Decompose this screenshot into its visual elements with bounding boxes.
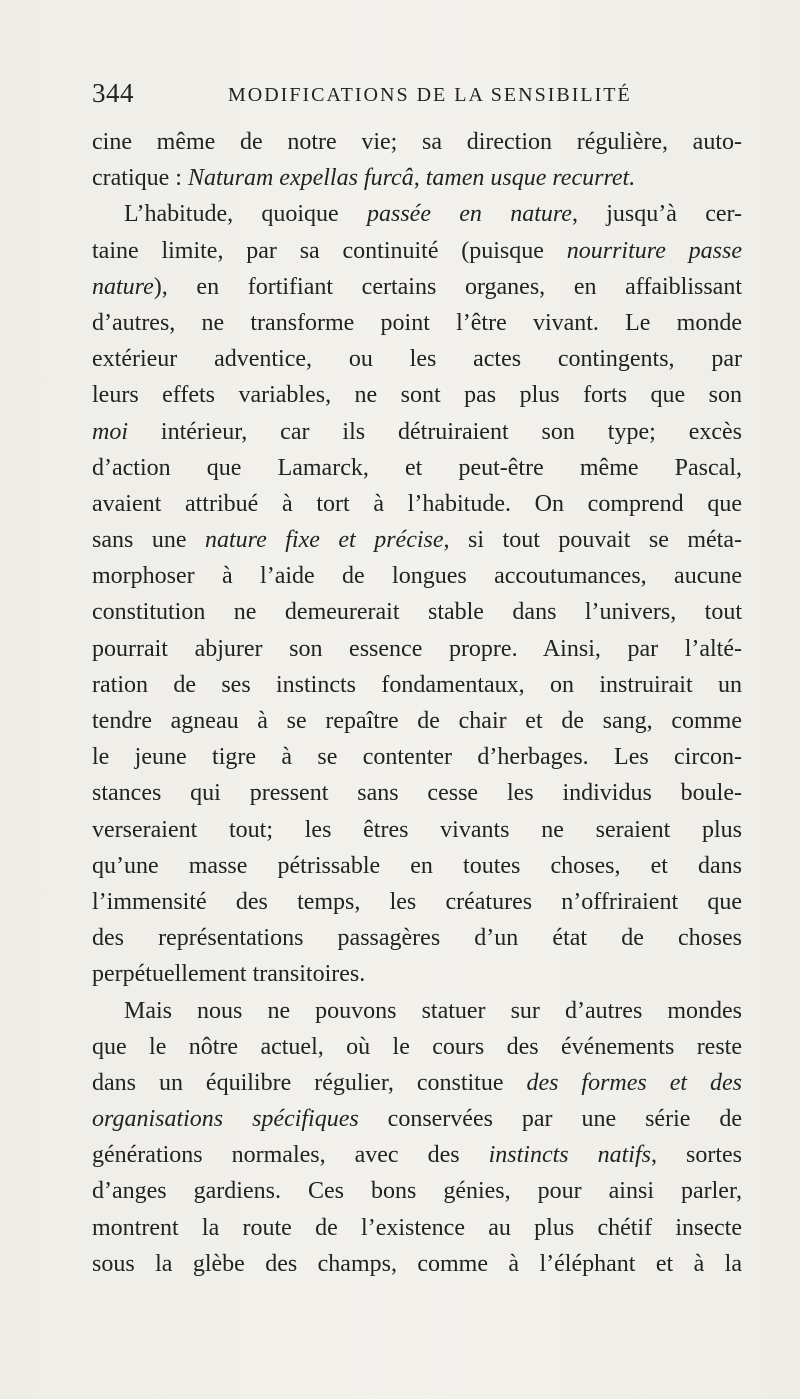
- text-line: [92, 341, 742, 377]
- text-line: [92, 414, 742, 450]
- text-line: [92, 1246, 742, 1282]
- body-text: [92, 124, 742, 1282]
- text-run: perpétuellement transitoires.: [92, 961, 366, 988]
- text-run: extérieur adventice, ou les actes contingents, par: [92, 346, 742, 373]
- text-run: Mais nous ne pouvons statuer sur d’autres mondes: [124, 997, 742, 1024]
- text-line: [92, 486, 742, 522]
- italic-text: des formes et des: [526, 1069, 742, 1096]
- italic-text: passée en nature: [366, 201, 572, 228]
- text-line: [92, 1101, 742, 1137]
- text-run: qu’une masse pétrissable en toutes choses, et dans: [92, 852, 742, 879]
- text-line: [92, 920, 742, 956]
- text-run: leurs effets variables, ne sont pas plus forts que son: [92, 382, 742, 409]
- text-line: [92, 269, 742, 305]
- text-run: générations normales, avec des: [92, 1142, 489, 1169]
- italic-text: instincts natifs: [488, 1142, 651, 1169]
- text-line: [92, 884, 742, 920]
- text-run: cratique :: [92, 165, 188, 192]
- text-line: [92, 522, 742, 558]
- text-run: , jusqu’à cer-: [571, 201, 742, 228]
- text-run: cine même de notre vie; sa direction régulière, auto-: [92, 129, 742, 155]
- text-line: [92, 377, 742, 413]
- text-run: dans un équilibre régulier, constitue: [92, 1069, 527, 1096]
- text-run: , sortes: [650, 1142, 742, 1169]
- text-line: [92, 124, 742, 160]
- text-line: [92, 703, 742, 739]
- text-line: [92, 305, 742, 341]
- text-run: des représentations passagères d’un état de choses: [92, 925, 742, 952]
- text-line: [92, 667, 742, 703]
- text-run: le jeune tigre à se contenter d’herbages. Les circon-: [92, 744, 742, 771]
- text-line: [92, 1210, 742, 1246]
- text-run: verseraient tout; les êtres vivants ne seraient plus: [92, 816, 742, 843]
- text-line: [92, 1029, 742, 1065]
- text-line: [92, 631, 742, 667]
- text-run: l’immensité des temps, les créatures n’offriraient que: [92, 888, 742, 915]
- text-run: , si tout pouvait se méta-: [443, 527, 742, 554]
- text-line: [92, 1065, 742, 1101]
- italic-text: nature: [92, 273, 154, 300]
- text-line: [92, 1137, 742, 1173]
- text-run: sous la glèbe des champs, comme à l’éléphant et à la: [92, 1250, 742, 1277]
- page-number: 344: [92, 78, 134, 108]
- italic-text: organisations spécifiques: [92, 1106, 359, 1133]
- text-run: intérieur, car ils détruiraient son type; excès: [128, 418, 742, 445]
- italic-text: nature fixe et précise: [204, 527, 444, 554]
- text-run: tendre agneau à se repaître de chair et de sang, comme: [92, 708, 742, 734]
- text-run: montrent la route de l’existence au plus chétif insecte: [92, 1214, 742, 1241]
- text-line: [92, 739, 742, 775]
- text-line: [92, 450, 742, 486]
- text-line: [92, 233, 742, 269]
- text-run: ), en fortifiant certains organes, en affaiblissant: [153, 273, 742, 300]
- text-run: d’autres, ne transforme point l’être vivant. Le monde: [92, 309, 742, 336]
- text-run: sans une: [92, 527, 205, 554]
- text-line: [92, 812, 742, 848]
- text-run: conservées par une série de: [358, 1106, 742, 1133]
- text-line: [92, 775, 742, 811]
- text-line: [92, 558, 742, 594]
- text-run: d’anges gardiens. Ces bons génies, pour ainsi parler,: [92, 1178, 742, 1205]
- running-title: MODIFICATIONS DE LA SENSIBILITÉ: [228, 84, 632, 106]
- text-run: que le nôtre actuel, où le cours des événements reste: [92, 1033, 742, 1060]
- text-line: [92, 1173, 742, 1209]
- text-line: [92, 848, 742, 884]
- text-run: stances qui pressent sans cesse les individus boule-: [92, 780, 742, 807]
- text-run: morphoser à l’aide de longues accoutumances, aucune: [92, 563, 742, 590]
- text-run: ration de ses instincts fondamentaux, on instruirait un: [92, 671, 742, 698]
- italic-text: Naturam expellas furcâ, tamen usque recurret.: [187, 165, 636, 192]
- running-head: [0, 78, 800, 118]
- text-run: pourrait abjurer son essence propre. Ainsi, par l’alté-: [92, 635, 742, 662]
- text-run: avaient attribué à tort à l’habitude. On comprend que: [92, 490, 742, 517]
- text-run: L’habitude, quoique: [124, 201, 367, 228]
- text-run: d’action que Lamarck, et peut-être même Pascal,: [92, 454, 742, 481]
- text-line: [92, 160, 742, 196]
- text-line: [92, 594, 742, 630]
- text-line: [92, 956, 742, 992]
- text-line: [92, 196, 742, 232]
- italic-text: moi: [92, 418, 128, 445]
- text-run: constitution ne demeurerait stable dans l’univers, tout: [92, 599, 742, 626]
- text-line: [92, 993, 742, 1029]
- text-run: taine limite, par sa continuité (puisque: [92, 237, 567, 264]
- italic-text: nourriture passe: [566, 237, 742, 264]
